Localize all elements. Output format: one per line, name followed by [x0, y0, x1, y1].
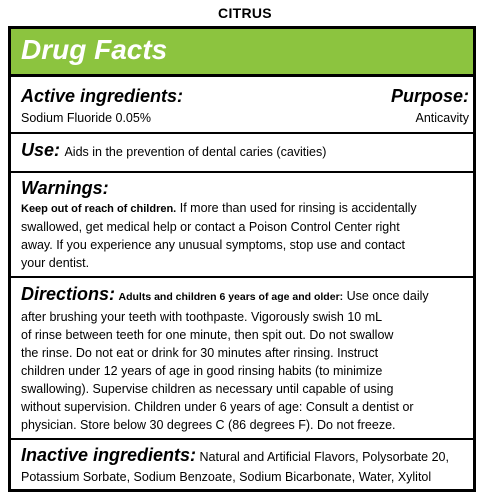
- directions-line: without supervision. Children under 6 years of age: Consult a dentist or: [21, 400, 414, 414]
- drug-facts-panel: [8, 26, 476, 492]
- divider: [11, 276, 473, 278]
- directions-section: [21, 283, 471, 434]
- warnings-section: [21, 177, 471, 272]
- warnings-heading: Warnings:: [21, 178, 109, 198]
- divider: [11, 171, 473, 173]
- directions-line: swallowing). Supervise children as necessary until capable of using: [21, 382, 394, 396]
- directions-line: physician. Store below 30 degrees C (86 degrees F). Do not freeze.: [21, 418, 396, 432]
- directions-lead: Adults and children 6 years of age and older:: [118, 291, 344, 303]
- inactive-line: [21, 444, 471, 468]
- warnings-line: your dentist.: [21, 256, 90, 270]
- drug-facts-title: Drug Facts: [21, 34, 168, 65]
- use-text: Aids in the prevention of dental caries (cavities): [64, 145, 327, 159]
- directions-line: after brushing your teeth with toothpaste. Vigorously swish 10 mL: [21, 310, 383, 324]
- inactive-line: Potassium Sorbate, Sodium Benzoate, Sodium Bicarbonate, Water, Xylitol: [21, 470, 432, 484]
- directions-line: children under 12 years of age in good rinsing habits (to minimize: [21, 364, 383, 378]
- divider: [11, 132, 473, 134]
- purpose-heading: Purpose:: [390, 86, 469, 106]
- use-section: [21, 140, 471, 161]
- active-ingredients-heading: Active ingredients:: [21, 86, 184, 106]
- directions-heading: Directions:: [21, 284, 116, 304]
- warnings-line: away. If you experience any unusual symptoms, stop use and contact: [21, 238, 406, 252]
- drug-facts-header: [11, 29, 473, 77]
- inactive-ingredients-heading: Inactive ingredients:: [21, 445, 197, 465]
- active-ingredients-section: [21, 85, 471, 125]
- use-heading: Use:: [21, 140, 61, 160]
- directions-line-text: Use once daily: [346, 289, 429, 303]
- warnings-line: [21, 199, 471, 218]
- directions-line: the rinse. Do not eat or drink for 30 minutes after rinsing. Instruct: [21, 346, 379, 360]
- divider: [11, 438, 473, 440]
- directions-line: [21, 283, 471, 308]
- warnings-line: swallowed, get medical help or contact a Poison Control Center right: [21, 220, 400, 234]
- purpose-value: Anticavity: [415, 111, 469, 125]
- warnings-line-text: If more than used for rinsing is accidentally: [179, 201, 417, 215]
- directions-line: of rinse between teeth for one minute, then spit out. Do not swallow: [21, 328, 394, 342]
- inactive-ingredients-section: [21, 444, 471, 486]
- inactive-line-text: Natural and Artificial Flavors, Polysorbate 20,: [199, 450, 449, 464]
- variant-label: CITRUS: [218, 5, 272, 21]
- warnings-lead: Keep out of reach of children.: [21, 203, 177, 215]
- active-ingredient-value: Sodium Fluoride 0.05%: [21, 111, 151, 125]
